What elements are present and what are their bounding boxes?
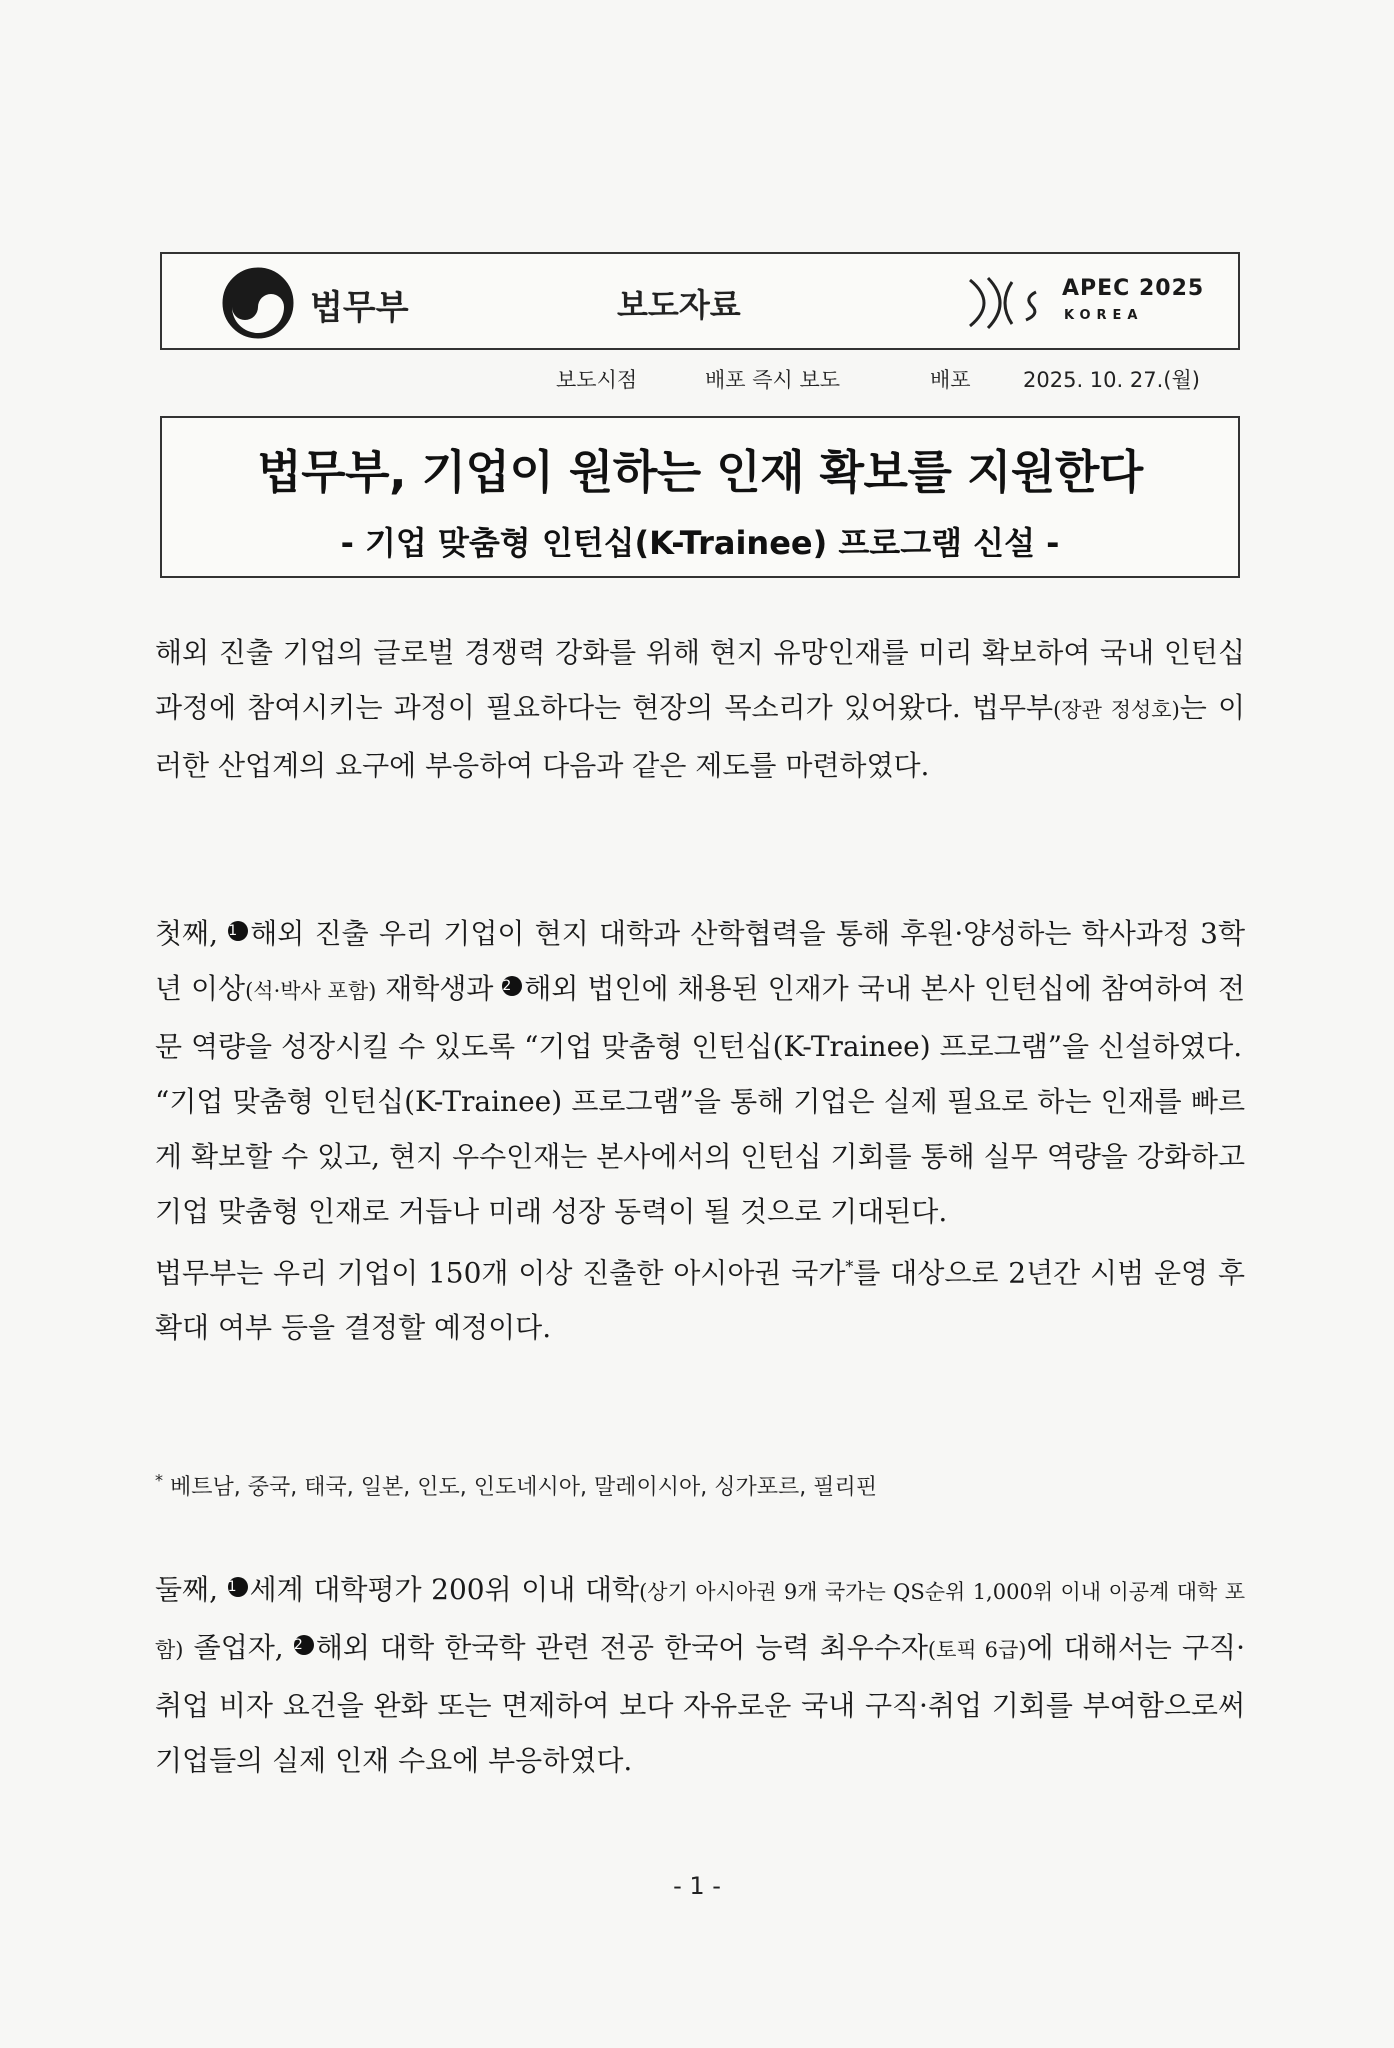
footnote-mark: * [155,1470,163,1490]
first-degree-note: (석·박사 포함) [245,979,377,1003]
circle-number-1-second: 1 [228,1577,248,1597]
page-number: - 1 - [673,1872,721,1900]
intro-text-end: 는 이러한 산업계의 요구에 부응하여 다음과 같은 제도를 마련하였다. [155,691,1245,782]
release-date-label: 배포 [930,368,971,392]
second-qs-note: (상기 아시아권 9개 국가는 QS순위 1,000위 이내 이공계 대학 포함) [155,1580,1245,1662]
sub-title: - 기업 맞춤형 인턴십(K-Trainee) 프로그램 신설 - [340,524,1060,562]
second-text-c: 해외 대학 한국학 관련 전공 한국어 능력 최우수자 [315,1631,928,1664]
release-time-value: 배포 즉시 보도 [705,368,841,392]
apec-subtitle: KOREA [1064,308,1144,323]
intro-paragraph [155,625,1245,793]
taegeuk-emblem-icon [222,267,294,339]
apec-title: APEC 2025 [1062,276,1205,301]
first-lead: 첫째, [155,917,229,950]
footnote [155,1470,1245,1501]
doc-type-label: 보도자료 [617,286,741,324]
org-name: 법무부 [310,288,409,328]
circle-number-2: 2 [502,976,522,996]
first-text-c: 해외 법인에 채용된 인재가 국내 본사 인턴십에 참여하여 전문 역량을 성장시킬 수 있도록 “기업 맞춤형 인턴십(K-Trainee) 프로그램”을 신설하였다. [155,972,1246,1063]
circle-number-1: 1 [228,921,248,941]
intro-minister-note: (장관 정성호) [1053,698,1180,722]
second-section [155,1562,1245,1788]
second-text-a: 세계 대학평가 200위 이내 대학 [249,1573,640,1606]
release-time-label: 보도시점 [556,368,638,392]
first-paragraph-3b: 를 대상으로 2년간 시범 운영 후 확대 여부 등을 결정할 예정이다. [155,1256,1245,1345]
first-text-a: 해외 진출 우리 기업이 현지 대학과 산학협력을 통해 후원·양성하는 학사과정 3학년 이상 [155,917,1245,1005]
apec-logo-icon [962,270,1052,336]
title-box [160,416,1240,578]
first-paragraph-3a: 법무부는 우리 기업이 150개 이상 진출한 아시아권 국가 [155,1256,846,1290]
header-box [160,252,1240,350]
footnote-marker: * [845,1257,854,1276]
intro-text: 해외 진출 기업의 글로벌 경쟁력 강화를 위해 현지 유망인재를 미리 확보하여 국내 인턴십 과정에 참여시키는 과정이 필요하다는 현장의 목소리가 있어왔다. 법무부 [155,636,1245,724]
footnote-text: 베트남, 중국, 태국, 일본, 인도, 인도네시아, 말레이시아, 싱가포르, 필리핀 [163,1475,877,1500]
second-lead: 둘째, [155,1573,228,1606]
first-text-b: 재학생과 [376,972,503,1005]
second-text-d: 에 대해서는 구직·취업 비자 요건을 완화 또는 면제하여 보다 자유로운 국내 구직·취업 기회를 부여함으로써 기업들의 실제 인재 수요에 부응하였다. [155,1631,1246,1777]
second-text-b: 졸업자, [183,1631,294,1664]
first-paragraph-2: “기업 맞춤형 인턴십(K-Trainee) 프로그램”을 통해 기업은 실제 필요로 하는 인재를 빠르게 확보할 수 있고, 현지 우수인재는 본사에서의 인턴십 기회를 통해 실무 역량을 강화하고 기업 맞춤형 인재로 거듭나 미래 성장 동력이 될 것으로 기대된다. [155,1085,1245,1228]
release-date-value: 2025. 10. 27.(월) [1023,368,1200,392]
first-section [155,906,1245,1355]
second-topik-note: (토픽 6급) [927,1638,1027,1662]
circle-number-2-second: 2 [294,1635,314,1655]
main-title: 법무부, 기업이 원하는 인재 확보를 지원한다 [257,445,1143,499]
